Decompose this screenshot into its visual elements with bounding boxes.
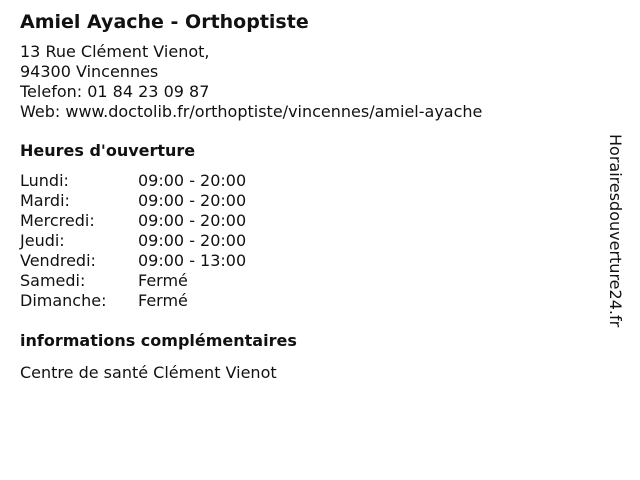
day-label: Samedi: — [20, 271, 86, 290]
street-address: 13 Rue Clément Vienot, — [20, 42, 210, 61]
city-address: 94300 Vincennes — [20, 62, 159, 81]
time-value: 09:00 - 13:00 — [138, 251, 247, 270]
day-label: Jeudi: — [20, 231, 65, 250]
hours-row-sunday — [20, 291, 600, 311]
day-label: Vendredi: — [20, 251, 96, 270]
hours-row-monday — [20, 171, 600, 191]
time-value: 09:00 - 20:00 — [138, 191, 247, 210]
address-block — [20, 42, 600, 122]
hours-row-thursday — [20, 231, 600, 251]
time-value: Fermé — [138, 291, 188, 310]
phone-number: Telefon: 01 84 23 09 87 — [20, 82, 210, 101]
hours-row-tuesday — [20, 191, 600, 211]
business-title: Amiel Ayache - Orthoptiste — [20, 11, 309, 33]
hours-row-friday — [20, 251, 600, 271]
opening-hours-table — [20, 171, 600, 311]
day-label: Mardi: — [20, 191, 70, 210]
day-label: Mercredi: — [20, 211, 95, 230]
time-value: 09:00 - 20:00 — [138, 231, 247, 250]
additional-info-heading: informations complémentaires — [20, 331, 297, 350]
business-card — [20, 8, 600, 383]
time-value: Fermé — [138, 271, 188, 290]
time-value: 09:00 - 20:00 — [138, 211, 247, 230]
hours-row-saturday — [20, 271, 600, 291]
day-label: Lundi: — [20, 171, 69, 190]
time-value: 09:00 - 20:00 — [138, 171, 247, 190]
hours-row-wednesday — [20, 211, 600, 231]
additional-info-text: Centre de santé Clément Vienot — [20, 363, 277, 382]
opening-hours-heading: Heures d'ouverture — [20, 141, 196, 160]
website-link: Web: www.doctolib.fr/orthoptiste/vincennes/amiel-ayache — [20, 102, 483, 121]
site-watermark: Horairesdouverture24.fr — [606, 134, 625, 328]
day-label: Dimanche: — [20, 291, 107, 310]
